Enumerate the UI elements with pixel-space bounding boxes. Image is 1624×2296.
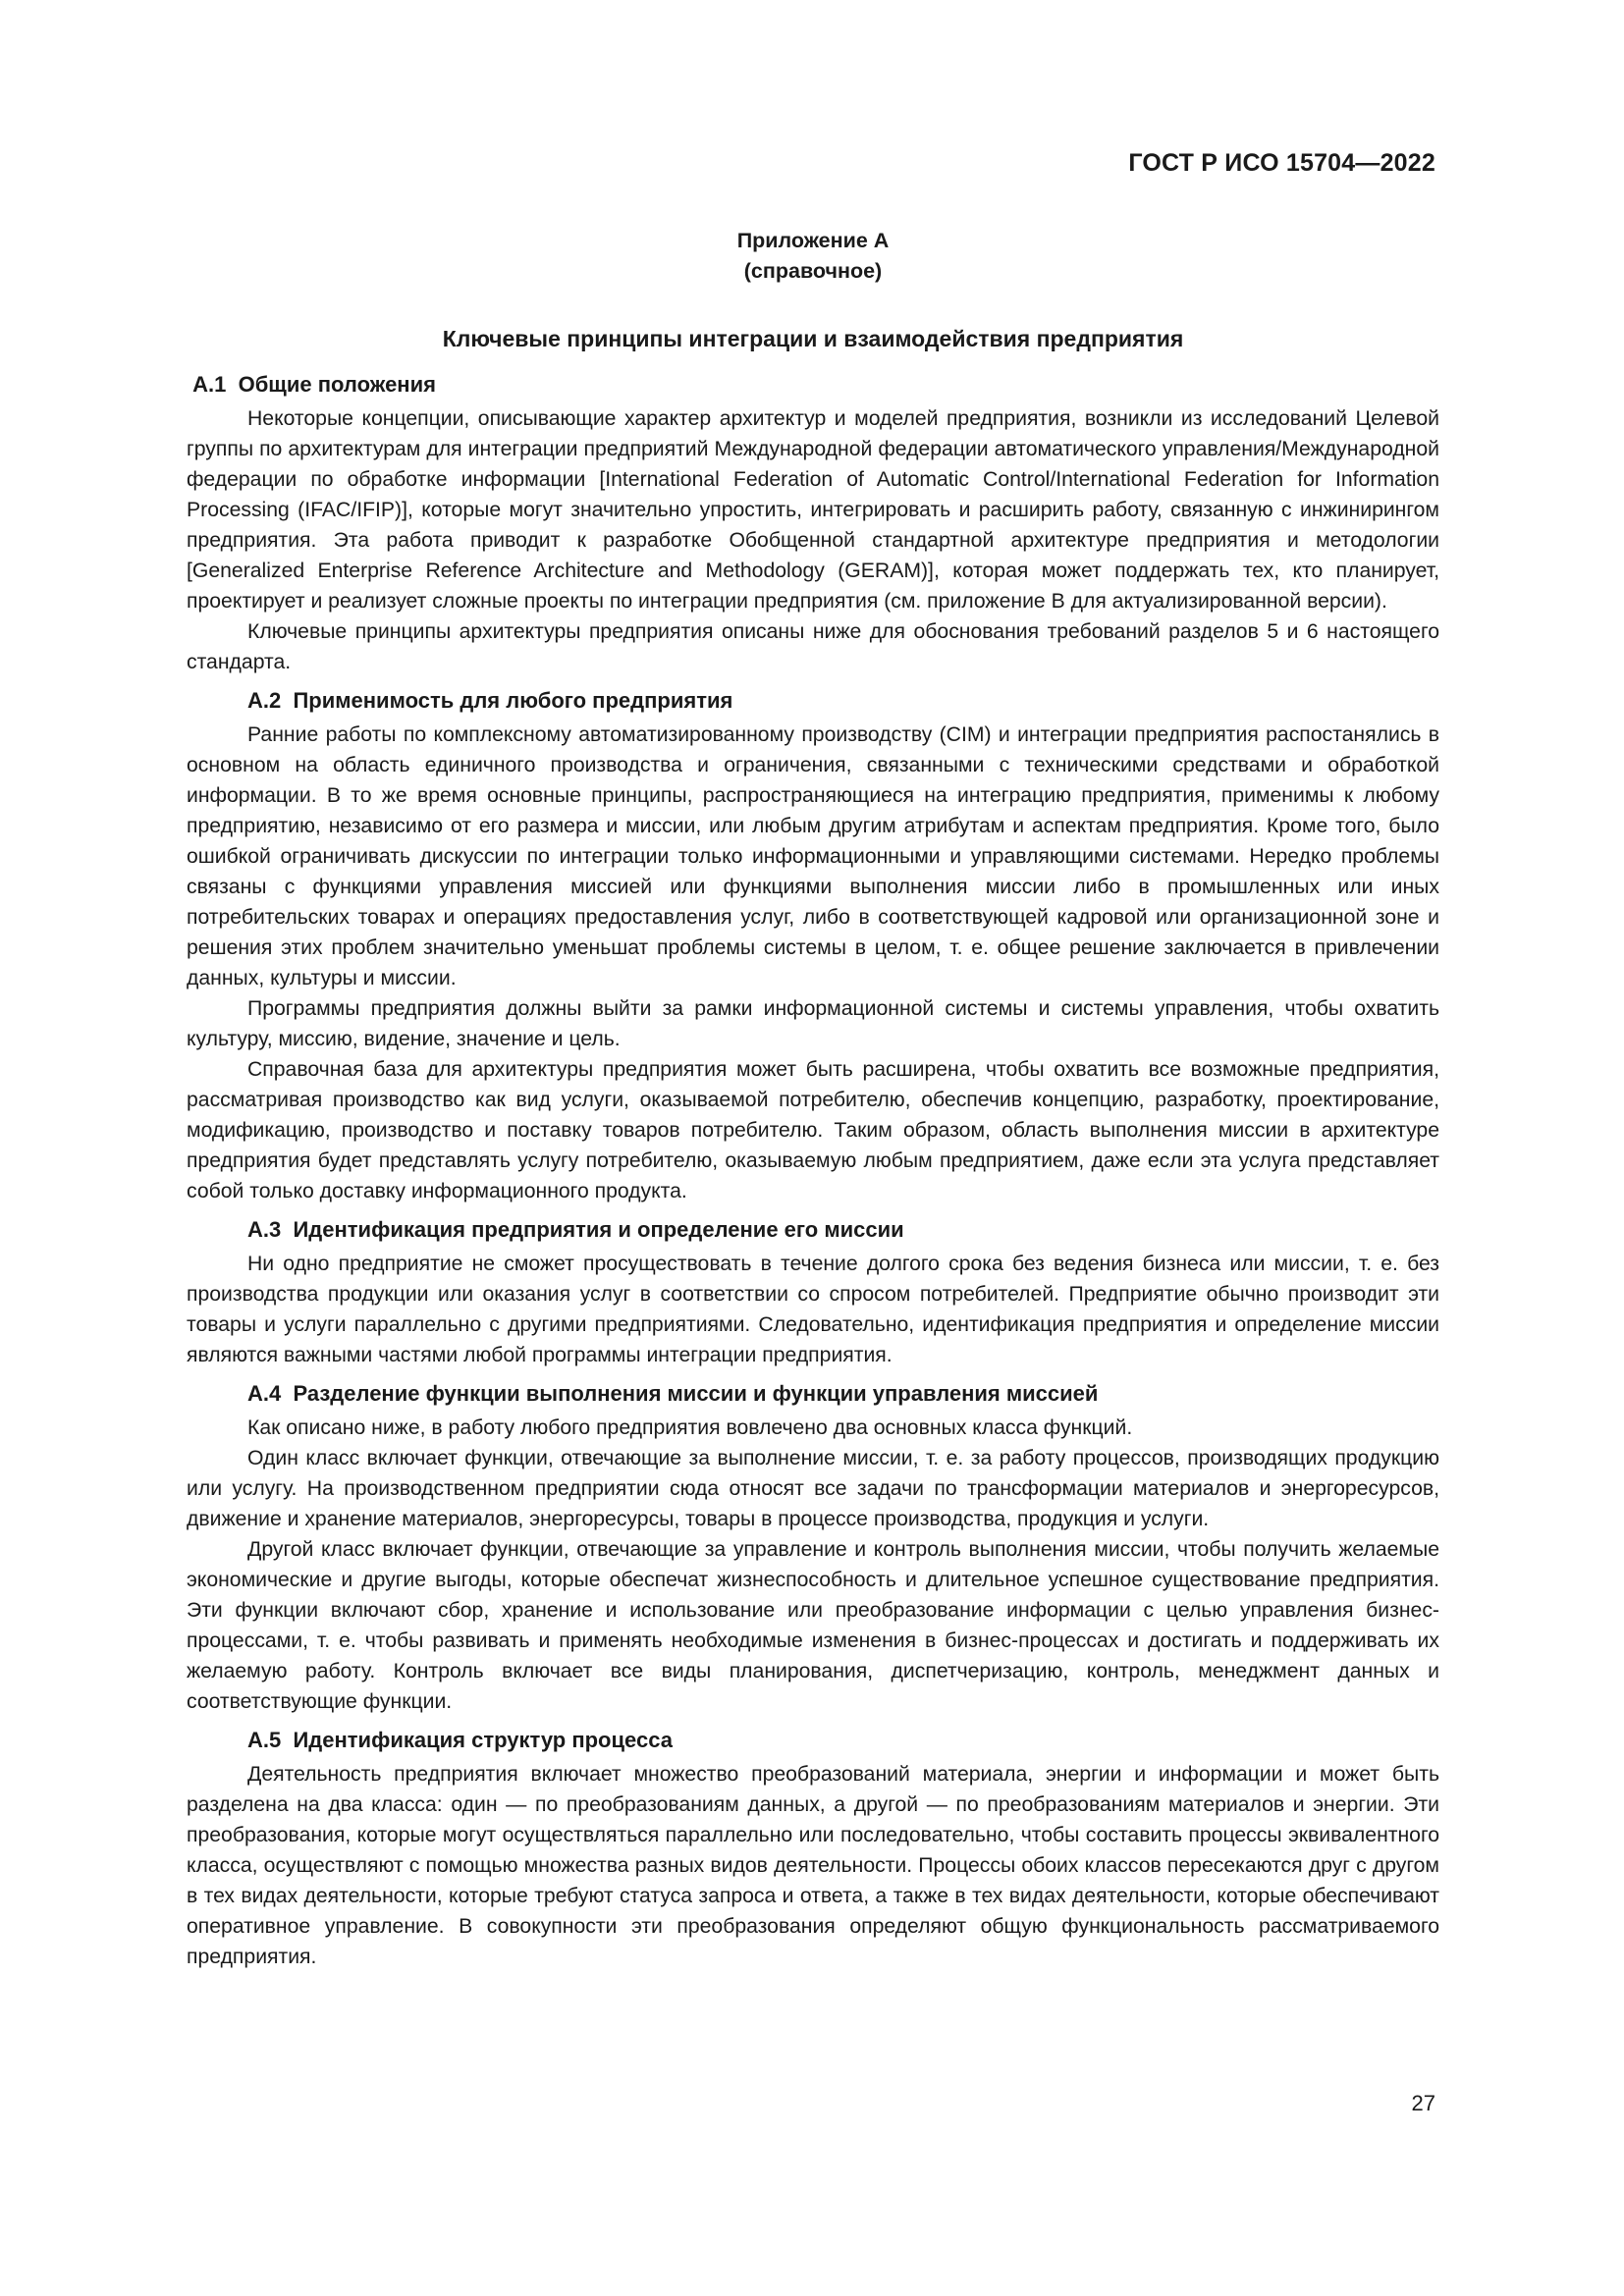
paragraph: Один класс включает функции, отвечающие за выполнение миссии, т. е. за работу процессов, производящих продукцию или услугу. На производственном предприятии сюда относят все задачи по трансформации материалов и энергоресурсов, движение и хранение материалов, энергоресурсы, товары в процессе производства, продукция и услуги. — [187, 1447, 1439, 1530]
paragraph: Другой класс включает функции, отвечающие за управление и контроль выполнения миссии, чтобы получить желаемые экономические и другие выгоды, которые обеспечат жизнеспособность и длительное успешное существование предприятия. Эти функции включают сбор, хранение и использование или преобразование информации с целью управления бизнес-процессами, т. е. чтобы развивать и применять необходимые изменения в бизнес-процессах и достигать и поддерживать их желаемую работу. Контроль включает все виды планирования, диспетчеризацию, контроль, менеджмент данных и соответствующие функции. — [187, 1538, 1439, 1713]
section-heading — [187, 685, 1439, 716]
section-number: А.5 — [247, 1728, 282, 1752]
paragraph: Программы предприятия должны выйти за рамки информационной системы и системы управления, чтобы охватить культуру, миссию, видение, значение и цель. — [187, 997, 1439, 1050]
annex-title — [187, 226, 1439, 287]
page-content — [187, 226, 1439, 1972]
section-heading — [187, 1725, 1439, 1755]
annex-title-line1: Приложение А — [736, 229, 890, 252]
section-a5 — [187, 1725, 1439, 1972]
paragraph: Некоторые концепции, описывающие характер архитектур и моделей предприятия, возникли из исследований Целевой группы по архитектурам для интеграции предприятий Международной федерации автоматического управления/Международной федерации по обработке информации [International Federation of Automatic Control/International Federation for Information Processing (IFAC/IFIP)], которые могут значительно упростить, интегрировать и расширить работу, связанную с инжинирингом предприятия. Эта работа приводит к разработке Обобщенной стандартной архитектуре предприятия и методологии [Generalized Enterprise Reference Architecture and Methodology (GERAM)], которая может поддержать тех, кто планирует, проектирует и реализует сложные проекты по интеграции предприятия (см. приложение В для актуализированной версии). — [187, 407, 1439, 613]
section-title: Идентификация предприятия и определение его миссии — [293, 1217, 904, 1242]
section-a3 — [187, 1214, 1439, 1370]
section-number: А.1 — [192, 372, 227, 397]
section-heading — [187, 369, 1439, 400]
paragraph: Ни одно предприятие не сможет просуществовать в течение долгого срока без ведения бизнеса или миссии, т. е. без производства продукции или оказания услуг в соответствии со спросом потребителей. Предприятие обычно производит эти товары и услуги параллельно с другими предприятиями. Следовательно, идентификация предприятия и определение миссии являются важными частями любой программы интеграции предприятия. — [187, 1253, 1439, 1366]
section-heading — [187, 1378, 1439, 1409]
annex-title-line2: (справочное) — [743, 259, 883, 283]
section-title: Применимость для любого предприятия — [293, 688, 733, 713]
paragraph: Ключевые принципы архитектуры предприятия описаны ниже для обоснования требований разделов 5 и 6 настоящего стандарта. — [187, 620, 1439, 673]
section-heading — [187, 1214, 1439, 1245]
paragraph: Справочная база для архитектуры предприятия может быть расширена, чтобы охватить все возможные предприятия, рассматривая производство как вид услуги, оказываемой потребителю, обеспечив концепцию, разработку, проектирование, модификацию, производство и поставку товаров потребителю. Таким образом, область выполнения миссии в архитектуре предприятия будет представлять услугу потребителю, оказываемую любым предприятием, даже если эта услуга представляет собой только доставку информационного продукта. — [187, 1058, 1439, 1202]
paragraph: Как описано ниже, в работу любого предприятия вовлечено два основных класса функций. — [247, 1416, 1133, 1439]
section-a1 — [187, 369, 1439, 677]
section-title: Общие положения — [238, 372, 436, 397]
section-number: А.3 — [247, 1217, 282, 1242]
paragraph: Ранние работы по комплексному автоматизированному производству (CIM) и интеграции предприятия распостанялись в основном на область единичного производства и ограничения, связанными с техническими средствами и обработкой информации. В то же время основные принципы, распространяющиеся на интеграцию предприятия, применимы к любому предприятию, независимо от его размера и миссии, или любым другим атрибутам и аспектам предприятия. Кроме того, было ошибкой ограничивать дискуссии по интеграции только информационными и управляющими системами. Нередко проблемы связаны с функциями управления миссией или функциями выполнения миссии либо в промышленных или иных потребительских товарах и операциях предоставления услуг, либо в соответствующей кадровой или организационной зоне и решения этих проблем значительно уменьшат проблемы системы в целом, т. е. общее решение заключается в привлечении данных, культуры и миссии. — [187, 723, 1439, 989]
section-number: А.4 — [247, 1381, 282, 1406]
section-number: А.2 — [247, 688, 282, 713]
section-title: Разделение функции выполнения миссии и функции управления миссией — [293, 1381, 1099, 1406]
annex-heading: Ключевые принципы интеграции и взаимодействия предприятия — [442, 326, 1184, 351]
standard-identifier: ГОСТ Р ИСО 15704—2022 — [1128, 149, 1435, 177]
paragraph: Деятельность предприятия включает множество преобразований материала, энергии и информации и может быть разделена на два класса: один — по преобразованиям данных, а другой — по преобразованиям материалов и энергии. Эти преобразования, которые могут осуществляться параллельно или последовательно, чтобы составить процессы эквивалентного класса, осуществляют с помощью множества разных видов деятельности. Процессы обоих классов пересекаются друг с другом в тех видах деятельности, которые требуют статуса запроса и ответа, а также в тех видах деятельности, которые обеспечивают оперативное управление. В совокупности эти преобразования определяют общую функциональность рассматриваемого предприятия. — [187, 1763, 1439, 1968]
page-number: 27 — [1411, 2091, 1435, 2115]
section-a2 — [187, 685, 1439, 1206]
section-title: Идентификация структур процесса — [293, 1728, 673, 1752]
section-a4 — [187, 1378, 1439, 1717]
